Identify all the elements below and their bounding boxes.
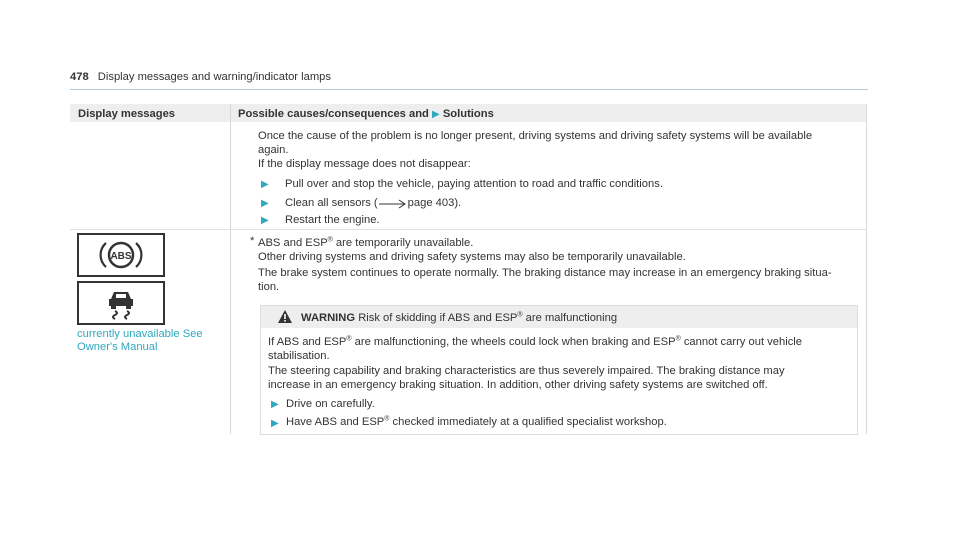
column-divider [230,104,231,434]
display-message-text-line1: currently unavailable See [77,328,203,340]
bullet-arrow-icon: ▶ [261,215,269,226]
warning-bullet2: Have ABS and ESP® checked immediately at a qualified specialist workshop. [286,415,667,428]
row2-line3: The brake system continues to operate normally. The braking distance may increase in an emergency braking situa- [258,267,832,279]
warning-title: WARNING Risk of skidding if ABS and ESP® are malfunctioning [301,311,618,324]
esp-skid-lamp-icon [77,281,165,325]
row1-bullet1: Pull over and stop the vehicle, paying attention to road and traffic conditions. [285,178,663,190]
row1-bullet2: Clean all sensors ( page 403). [285,197,462,209]
col-header-causes: Possible causes/consequences and ▶ Solutions [238,108,494,120]
header-rule [70,89,868,90]
warning-triangle-icon [278,310,292,323]
warning-bullet1: Drive on carefully. [286,398,375,410]
row1-text-line3: If the display message does not disappear: [258,158,471,170]
bullet-arrow-icon: ▶ [261,179,269,190]
play-arrow-icon: ▶ [432,109,440,120]
warning-p2-line1: The steering capability and braking characteristics are thus severely impaired. The braking distance may [268,365,785,377]
row1-text-line2: again. [258,144,289,156]
page-reference-link[interactable]: page 403). [407,197,462,209]
warning-p1-line2: stabilisation. [268,350,330,362]
footnote-asterisk: * [250,235,255,247]
warning-box [260,305,858,435]
page-header [70,70,331,84]
row1-text-line1: Once the cause of the problem is no longer present, driving systems and driving safety systems will be available [258,130,813,142]
warning-header [261,306,857,328]
warning-label: WARNING [301,312,356,324]
display-message-text-line2: Owner's Manual [77,341,158,353]
abs-icon-label: ABS [110,251,132,262]
row1-bullet3: Restart the engine. [285,214,380,226]
page-title: Display messages and warning/indicator lamps [97,71,331,83]
warning-p2-line2: increase in an emergency braking situation. In addition, other driving safety systems are switched off. [268,379,768,391]
bullet-arrow-icon: ▶ [261,198,269,209]
bullet-arrow-icon: ▶ [271,399,279,410]
row2-line1: ABS and ESP® are temporarily unavailable. [258,236,474,249]
page-number: 478 [70,71,89,83]
col-header-display-messages: Display messages [78,108,176,120]
row2-line4: tion. [258,281,280,293]
table-header [70,104,867,122]
table-right-border [866,104,867,434]
abs-warning-lamp-icon [77,233,165,277]
page-reference-arrow-icon [378,197,408,209]
warning-p1-line1: If ABS and ESP® are malfunctioning, the wheels could lock when braking and ESP® cannot carry out vehicle [268,335,802,348]
bullet-arrow-icon: ▶ [271,418,279,429]
row2-line2: Other driving systems and driving safety systems may also be temporarily unavailable. [258,251,686,263]
row-separator [70,229,867,230]
